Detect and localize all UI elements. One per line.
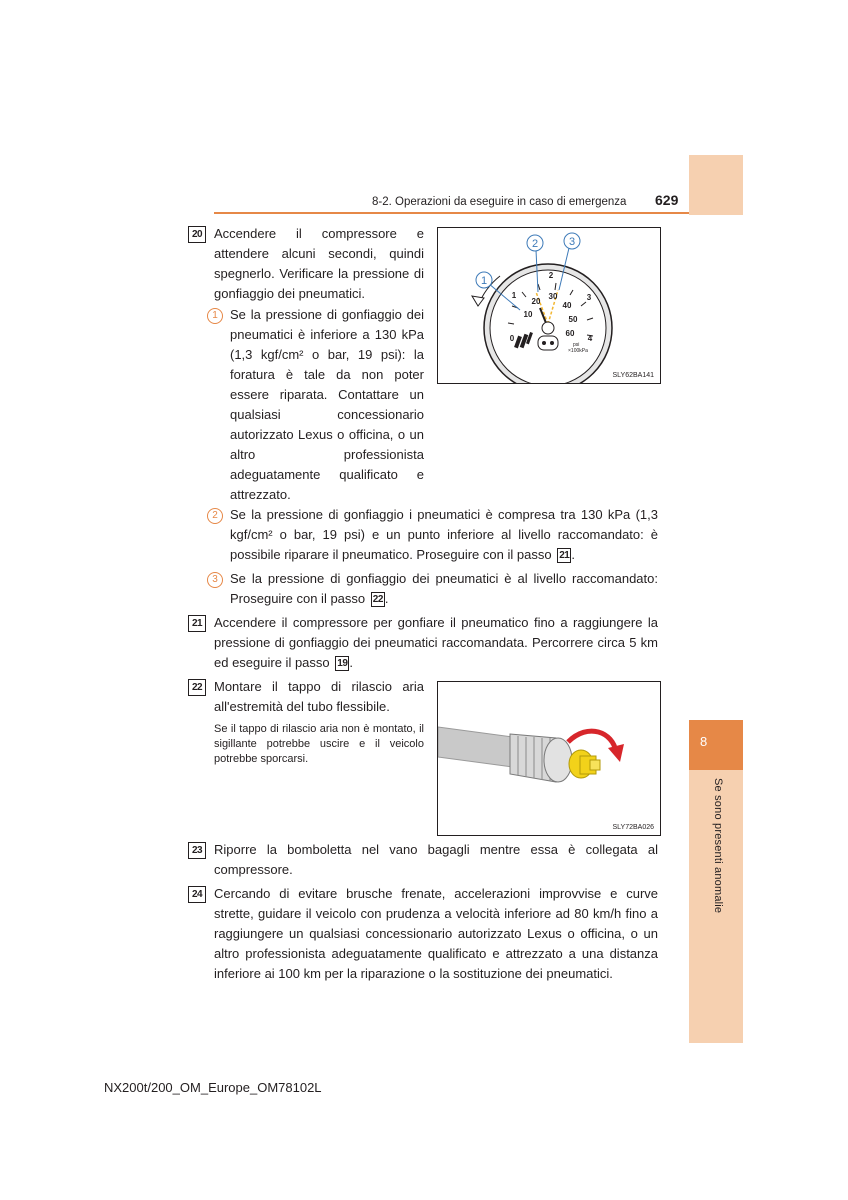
step-22-text: Montare il tappo di rilascio aria all'estremità del tubo flessibile. <box>214 679 424 714</box>
gauge-callout-2: 2 <box>531 238 539 250</box>
step-badge-22: 22 <box>188 679 206 696</box>
chapter-number: 8 <box>700 734 708 749</box>
item-2-step-ref[interactable]: 21 <box>559 550 570 561</box>
gauge-callout-1: 1 <box>480 275 488 287</box>
item-2-text: Se la pressione di gonfiaggio i pneumatici è compresa tra 130 kPa (1,3 kgf/cm² o bar, 19 psi) e un punto inferiore al livello raccomandato: è possibile riparare il pneumatico. Proseguire con il passo 21 . <box>230 507 658 562</box>
item-1-marker: 1 <box>207 308 223 324</box>
item-2-marker: 2 <box>207 508 223 524</box>
step-21-body: Accendere il compressore per gonfiare il pneumatico fino a raggiungere la pressione di gonfiaggio dei pneumatici raccomandata. Percorrere circa 5 km ed eseguire il passo <box>214 615 658 670</box>
gauge-inner-20: 20 <box>531 297 541 306</box>
gauge-unit-psi: psi <box>573 342 580 348</box>
step-20-text: Accendere il compressore e attendere alcuni secondi, quindi spegnerlo. Verificare la pressione di gonfiaggio dei pneumatici. <box>214 226 424 301</box>
gauge-inner-10: 10 <box>523 310 533 319</box>
gauge-outer-4: 4 <box>587 334 593 343</box>
chapter-title: Se sono presenti anomalie <box>712 778 724 914</box>
step-21-step-ref[interactable]: 19 <box>337 658 348 669</box>
gauge-figure <box>437 227 661 384</box>
document-code: NX200t/200_OM_Europe_OM78102L <box>104 1080 322 1095</box>
side-tab-upper <box>689 155 743 215</box>
cap-figure <box>437 681 661 836</box>
step-badge-20: 20 <box>188 226 206 243</box>
gauge-inner-60: 60 <box>565 329 575 338</box>
gauge-callout-3: 3 <box>568 236 576 248</box>
item-1-text: Se la pressione di gonfiaggio dei pneumatici è inferiore a 130 kPa (1,3 kgf/cm² o bar, 19 psi): la foratura è tale da non poter essere riparata. Contattare un qualsiasi concessionario autorizzato Lexus o officina, o un altro professionista adeguatamente qualificato e attrezzato. <box>230 307 424 502</box>
gauge-outer-3: 3 <box>586 293 592 302</box>
gauge-inner-30: 30 <box>548 292 558 301</box>
gauge-outer-1: 1 <box>511 291 517 300</box>
step-23-text: Riporre la bomboletta nel vano bagagli mentre essa è collegata al compressore. <box>214 842 658 877</box>
item-3-body: Se la pressione di gonfiaggio dei pneumatici è al livello raccomandato: Proseguire con il passo <box>230 571 658 606</box>
step-badge-21: 21 <box>188 615 206 632</box>
item-2-body: Se la pressione di gonfiaggio i pneumatici è compresa tra 130 kPa (1,3 kgf/cm² o bar, 19 psi) e un punto inferiore al livello raccomandato: è possibile riparare il pneumatico. Proseguire con il passo <box>230 507 658 562</box>
step-badge-24: 24 <box>188 886 206 903</box>
pressure-gauge-illustration <box>438 228 660 383</box>
air-release-cap-illustration <box>438 682 660 835</box>
step-badge-23: 23 <box>188 842 206 859</box>
page-number: 629 <box>655 192 679 208</box>
step-21-text: Accendere il compressore per gonfiare il pneumatico fino a raggiungere la pressione di gonfiaggio dei pneumatici raccomandata. Percorrere circa 5 km ed eseguire il passo 19 . <box>214 615 658 670</box>
section-header: 8-2. Operazioni da eseguire in caso di emergenza <box>372 196 627 208</box>
step-22-note: Se il tappo di rilascio aria non è montato, il sigillante potrebbe uscire e il veicolo potrebbe sporcarsi. <box>214 723 424 765</box>
chapter-tab[interactable] <box>689 720 743 770</box>
gauge-figure-code: SLY62BA141 <box>612 372 654 379</box>
gauge-inner-40: 40 <box>562 301 572 310</box>
gauge-unit-kpa: ×100kPa <box>568 348 588 354</box>
item-3-marker: 3 <box>207 572 223 588</box>
item-3-step-ref[interactable]: 22 <box>372 594 383 605</box>
step-24-text: Cercando di evitare brusche frenate, accelerazioni improvvise e curve strette, guidare il veicolo con prudenza a velocità inferiore ad 80 km/h fino a raggiungere un qualsiasi concessionario autorizzato Lexus o officina, o un altro professionista adeguatamente qualificato e attrezzato a una distanza inferiore ai 100 km per la riparazione o la sostituzione dei pneumatici. <box>214 886 658 981</box>
item-3-text: Se la pressione di gonfiaggio dei pneumatici è al livello raccomandato: Proseguire con il passo 22 . <box>230 571 658 606</box>
gauge-outer-0: 0 <box>509 334 515 343</box>
gauge-inner-50: 50 <box>568 315 578 324</box>
cap-figure-code: SLY72BA026 <box>612 824 654 831</box>
header-rule <box>214 212 689 214</box>
gauge-outer-2: 2 <box>548 271 554 280</box>
